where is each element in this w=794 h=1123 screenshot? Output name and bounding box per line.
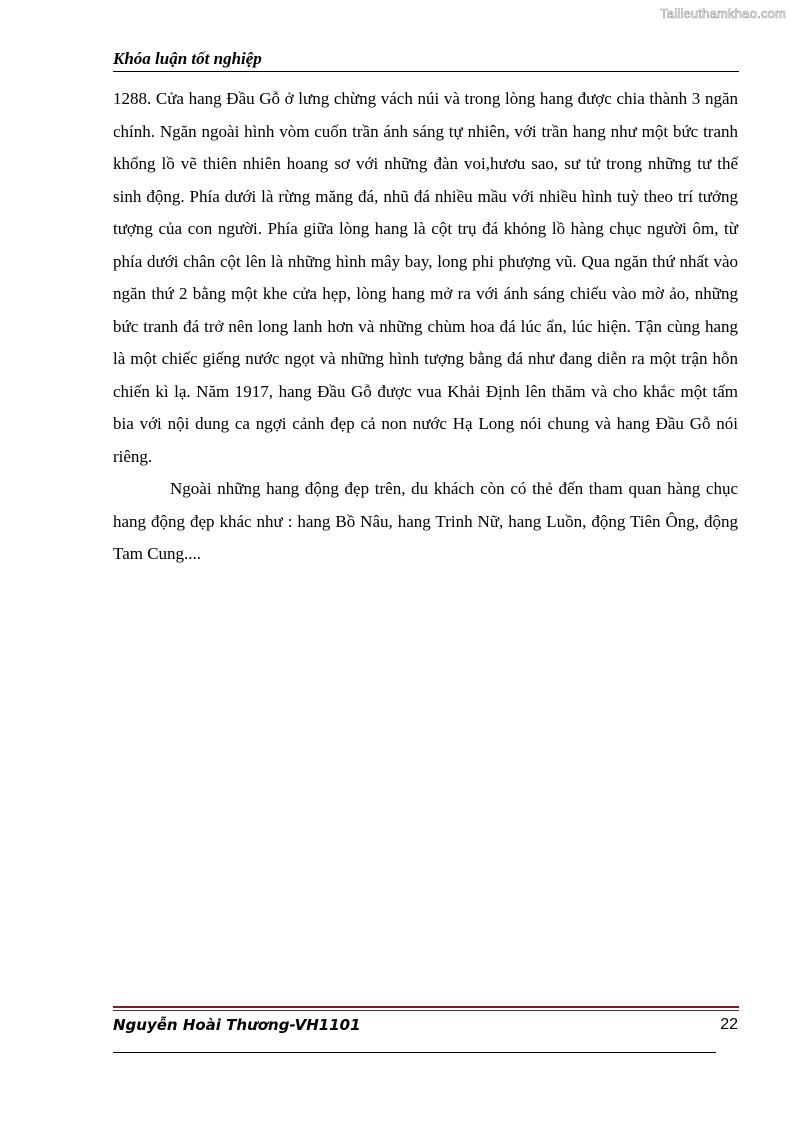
running-header-title: Khóa luận tốt nghiệp	[113, 49, 262, 68]
paragraph: Ngoài những hang động đẹp trên, du khách còn có thẻ đến tham quan hàng chục hang động đẹp khác như : hang Bồ Nâu, hang Trinh Nữ, hang Luồn, động Tiên Ông, động Tam Cung....	[113, 479, 738, 563]
paragraph: 1288. Cửa hang Đầu Gỗ ở lưng chừng vách núi và trong lòng hang được chia thành 3 ngăn chính. Ngăn ngoài hình vòm cuốn trần ánh sáng tự nhiên, với trần hang như một bức tranh khổng lồ vẽ thiên nhiên hoang sơ với những đàn voi,hươu sao, sư tử trong những tư thế sinh động. Phía dưới là rừng măng đá, nhũ đá nhiều mầu với nhiều hình tuỳ theo trí tưởng tượng của con người. Phía giữa lòng hang là cột trụ đá khỏng lồ hàng chục người ôm, từ phía dưới chân cột lên là những hình mây bay, long phi phượng vũ. Qua ngăn thứ nhất vào ngăn thứ 2 bằng một khe cửa hẹp, lòng hang mở ra với ánh sáng chiếu vào mờ ảo, những bức tranh đá trở nên long lanh hơn và những chùm hoa đá lúc ẩn, lúc hiện. Tận cùng hang là một chiếc giếng nước ngọt và những hình tượng bằng đá như đang diễn ra một trận hỗn chiến kì lạ. Năm 1917, hang Đầu Gỗ được vua Khải Định lên thăm và cho khắc một tấm bia với nội dung ca ngợi cảnh đẹp cả non nước Hạ Long nói chung và hang Đầu Gỗ nói riêng.	[113, 89, 738, 466]
watermark: Tailieuthamkhao.com	[660, 6, 786, 21]
footer-bottom-divider	[113, 1052, 716, 1053]
footer-divider-thin	[113, 1010, 739, 1011]
body-text	[113, 83, 738, 571]
header-divider	[113, 71, 739, 72]
page-number: 22	[720, 1016, 738, 1033]
footer-divider-thick	[113, 1006, 739, 1008]
footer-author: Nguyễn Hoài Thương-VH1101	[113, 1016, 361, 1034]
